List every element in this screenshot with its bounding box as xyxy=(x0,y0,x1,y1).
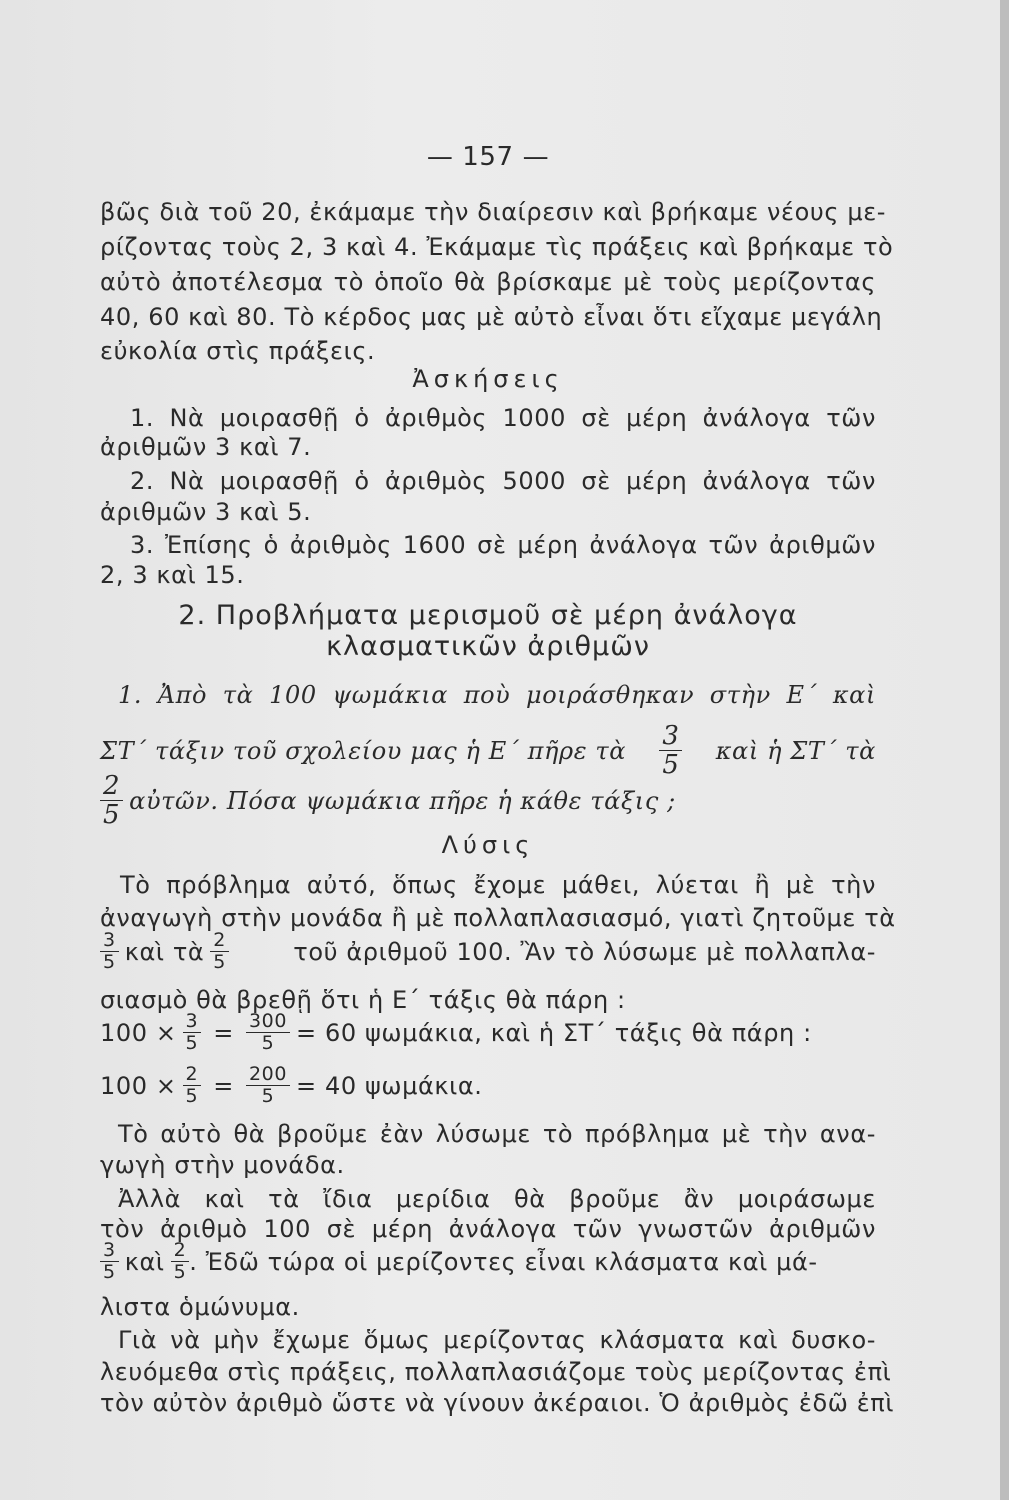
solution-line: Τὸ πρόβλημα αὐτό, ὅπως ἔχομε μάθει, λύεται ἢ μὲ τὴν xyxy=(120,871,876,899)
intro-line: ρίζοντας τοὺς 2, 3 καὶ 4. Ἐκάμαμε τὶς πράξεις καὶ βρήκαμε τὸ xyxy=(100,233,894,261)
fraction-300-fifths: $\frac{300}{5}$ xyxy=(246,1011,290,1054)
fraction-two-fifths: $\frac{2}{5}$ xyxy=(171,1240,190,1283)
solution-line: ἀναγωγὴ στὴν μονάδα ἢ μὲ πολλαπλασιασμό, γιατὶ ζητοῦμε τὰ xyxy=(100,904,896,932)
problem-line xyxy=(100,722,876,779)
solution-line: λευόμεθα στὶς πράξεις, πολλαπλασιάζομε τοὺς μερίζοντας ἐπὶ xyxy=(100,1358,892,1386)
fraction-three-fifths: $\frac{3}{5}$ xyxy=(659,722,682,779)
solution-line: τὸν ἀριθμὸ 100 σὲ μέρη ἀνάλογα τῶν γνωστῶν ἀριθμῶν xyxy=(100,1215,876,1243)
fraction-three-fifths: $\frac{3}{5}$ xyxy=(100,930,119,973)
solution-title: Λύσις xyxy=(441,831,535,859)
fraction-two-fifths: $\frac{2}{5}$ xyxy=(210,930,229,973)
equation-line: 100 × $\frac{3}{5}$ = $\frac{300}{5}$ = 60 ψωμάκια, καὶ ἡ ΣΤ΄ τάξις θὰ πάρη : xyxy=(100,1010,812,1054)
intro-line: αὐτὸ ἀποτέλεσμα τὸ ὁποῖο θὰ βρίσκαμε μὲ τοὺς μερίζοντας xyxy=(100,268,876,296)
fraction-200-fifths: $\frac{200}{5}$ xyxy=(246,1064,290,1107)
intro-line: εὐκολία στὶς πράξεις. xyxy=(100,337,376,365)
solution-line: Τὸ αὐτὸ θὰ βροῦμε ἐὰν λύσωμε τὸ πρόβλημα μὲ τὴν ανα- xyxy=(118,1120,876,1148)
exercise-line: 2. Νὰ μοιρασθῇ ὁ ἀριθμὸς 5000 σὲ μέρη ἀνάλογα τῶν xyxy=(130,467,876,495)
fraction-two-fifths: $\frac{2}{5}$ xyxy=(183,1064,202,1107)
exercises-title: Ἀσκήσεις xyxy=(412,365,564,393)
solution-line: τὸν αὐτὸν ἀριθμὸ ὥστε νὰ γίνουν ἀκέραιοι. Ὁ ἀριθμὸς ἐδῶ ἐπὶ xyxy=(100,1389,895,1417)
fraction-three-fifths: $\frac{3}{5}$ xyxy=(100,1240,119,1283)
exercise-line: ἀριθμῶν 3 καὶ 5. xyxy=(100,498,312,526)
page-number: — 157 — xyxy=(426,142,550,172)
solution-line: σιασμὸ θὰ βρεθῇ ὅτι ἡ Ε΄ τάξις θὰ πάρη : xyxy=(100,986,626,1014)
problem-text: ΣΤ΄ τάξιν τοῦ σχολείου μας ἡ Ε΄ πῆρε τὰ xyxy=(100,736,627,765)
exercise-line: ἀριθμῶν 3 καὶ 7. xyxy=(100,433,312,461)
exercise-line: 2, 3 καὶ 15. xyxy=(100,561,245,589)
exercise-line: 1. Νὰ μοιρασθῇ ὁ ἀριθμὸς 1000 σὲ μέρη ἀνάλογα τῶν xyxy=(130,404,876,432)
section-title: κλασματικῶν ἀριθμῶν xyxy=(326,631,650,662)
fraction-three-fifths: $\frac{3}{5}$ xyxy=(183,1011,202,1054)
intro-line: βῶς διὰ τοῦ 20, ἐκάμαμε τὴν διαίρεσιν καὶ βρήκαμε νέους με- xyxy=(100,198,887,226)
section-title: 2. Προβλήματα μερισμοῦ σὲ μέρη ἀνάλογα xyxy=(178,600,798,631)
problem-text: καὶ ἡ ΣΤ΄ τὰ xyxy=(715,736,876,765)
intro-line: 40, 60 καὶ 80. Τὸ κέρδος μας μὲ αὐτὸ εἶναι ὅτι εἴχαμε μεγάλη xyxy=(100,303,883,331)
solution-line: Ἀλλὰ καὶ τὰ ἴδια μερίδια θὰ βροῦμε ἂν μοιράσωμε xyxy=(118,1185,876,1213)
exercise-line: 3. Ἐπίσης ὁ ἀριθμὸς 1600 σὲ μέρη ἀνάλογα τῶν ἀριθμῶν xyxy=(130,531,876,559)
solution-line: $\frac{3}{5}$ καὶ τὰ $\frac{2}{5}$ τοῦ ἀριθμοῦ 100. Ἂν τὸ λύσωμε μὲ πολλαπλα- xyxy=(100,930,876,973)
solution-line: γωγὴ στὴν μονάδα. xyxy=(100,1151,345,1179)
solution-line: λιστα ὁμώνυμα. xyxy=(100,1293,300,1321)
fraction-two-fifths: $\frac{2}{5}$ xyxy=(100,772,123,829)
problem-text: αὐτῶν. Πόσα ψωμάκια πῆρε ἡ κάθε τάξις ; xyxy=(129,786,676,815)
problem-line: 1. Ἀπὸ τὰ 100 ψωμάκια ποὺ μοιράσθηκαν στὴν Ε΄ καὶ xyxy=(118,681,876,709)
solution-line: Γιὰ νὰ μὴν ἔχωμε ὅμως μερίζοντας κλάσματα καὶ δυσκο- xyxy=(118,1326,876,1354)
solution-line: $\frac{3}{5}$ καὶ $\frac{2}{5}$ . Ἐδῶ τώρα οἱ μερίζοντες εἶναι κλάσματα καὶ μά- xyxy=(100,1240,876,1283)
problem-line xyxy=(100,772,876,829)
equation-line: 100 × $\frac{2}{5}$ = $\frac{200}{5}$ = 40 ψωμάκια. xyxy=(100,1063,483,1107)
